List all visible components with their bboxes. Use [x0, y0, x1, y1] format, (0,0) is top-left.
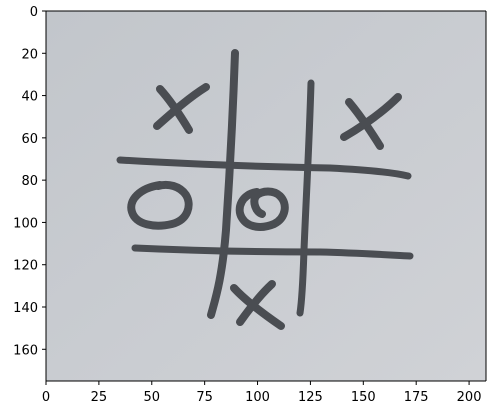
x-tick-label: 0: [41, 390, 51, 405]
y-tick-label: 120: [13, 258, 38, 274]
y-tick-label: 100: [13, 216, 38, 232]
photo: [46, 11, 486, 381]
y-axis-ticks: [13, 5, 46, 358]
y-tick-label: 80: [21, 174, 38, 190]
x-tick-label: 50: [143, 390, 161, 405]
y-tick-label: 40: [21, 89, 38, 105]
x-axis-ticks: [42, 381, 482, 405]
x-tick-label: 125: [298, 390, 323, 405]
paper-background: [46, 11, 486, 381]
x-tick-label: 150: [350, 390, 376, 405]
y-tick-label: 0: [29, 5, 38, 20]
y-tick-label: 140: [13, 301, 38, 316]
x-tick-label: 175: [403, 390, 429, 405]
y-tick-label: 20: [21, 47, 38, 63]
y-tick-label: 60: [21, 131, 38, 147]
x-tick-label: 200: [456, 390, 482, 405]
x-tick-label: 75: [196, 390, 213, 405]
x-tick-label: 100: [245, 390, 270, 405]
x-tick-label: 25: [90, 390, 108, 405]
y-tick-label: 160: [13, 343, 38, 359]
